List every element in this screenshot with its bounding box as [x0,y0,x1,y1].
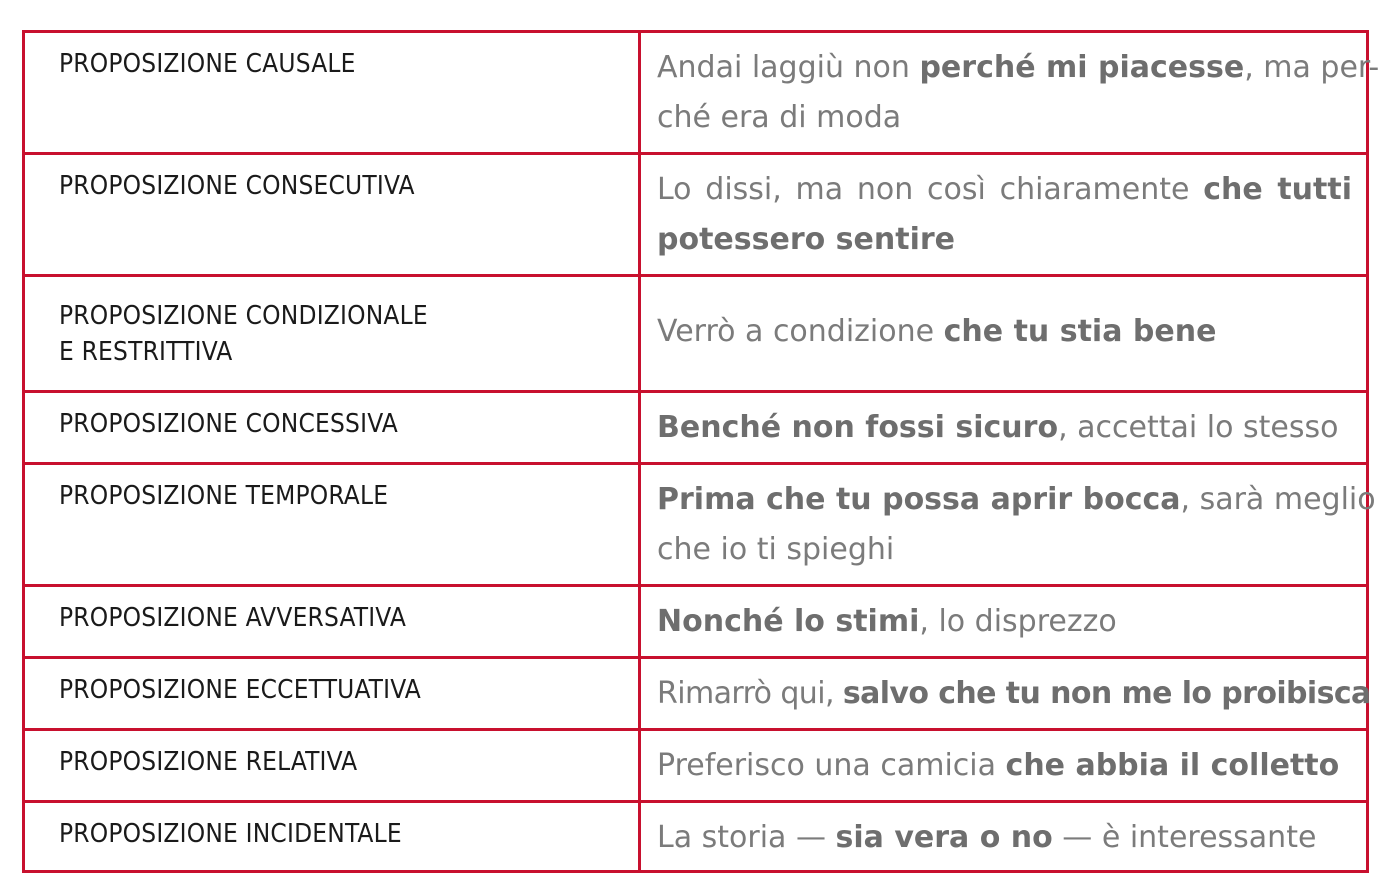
example-segment-bold: Prima che tu possa aprir bocca [657,482,1181,517]
example-segment-bold: Benché non fossi sicuro [657,410,1059,445]
example-line [657,93,1352,143]
example-segment: ché era di moda [657,100,902,135]
example-line [657,813,1352,863]
example-segment-bold: potessero sentire [657,222,956,257]
example-segment-bold: che tutti [1203,172,1352,207]
example-segment: Lo dissi, ma non così chiaramente [657,172,1204,207]
example-segment: Verrò a condizione [657,313,944,349]
example-segment: , ma per- [1244,50,1380,85]
table-row [24,154,1368,276]
example-segment: Andai laggiù non [657,50,920,85]
example-line [657,669,1371,719]
example-cell [640,464,1376,586]
example-cell [640,658,1371,730]
table-row [24,802,1368,872]
example-segment-bold: perché mi piacesse [919,50,1245,85]
example-line [657,525,1352,575]
example-line [657,43,1380,93]
example-segment: Rimarrò qui, [657,676,843,711]
table-row [24,464,1368,586]
table-body [24,32,1380,872]
example-cell [640,392,1368,464]
proposition-type-label: PROPOSIZIONE CONCESSIVA [59,409,398,439]
proposition-type-label: PROPOSIZIONE AVVERSATIVA [59,603,407,633]
proposition-type-cell [24,276,640,392]
proposition-type-label: PROPOSIZIONE INCIDENTALE [59,819,402,849]
table-row [24,730,1368,802]
table-row [24,276,1368,392]
proposition-type-label: PROPOSIZIONE RELATIVA [59,747,358,777]
proposition-type-cell [24,464,640,586]
example-segment: — è interessante [1052,820,1317,855]
example-line [657,403,1352,453]
example-cell [640,32,1380,154]
proposition-type-cell [24,392,640,464]
proposition-type-cell [24,730,640,802]
example-line [657,597,1352,647]
example-cell [640,276,1368,392]
example-segment-bold: che abbia il colletto [1005,748,1340,783]
example-segment-bold: che tu stia bene [943,313,1217,349]
proposition-type-cell [24,802,640,872]
example-segment: La storia — [657,820,836,855]
example-segment: che io ti spieghi [657,532,895,567]
proposition-type-label: E RESTRITTIVA [59,337,233,367]
table-row [24,32,1368,154]
proposition-type-cell [24,586,640,658]
example-line [657,307,1352,357]
example-line [657,741,1352,791]
table-row [24,392,1368,464]
example-segment: , accettai lo stesso [1058,410,1339,445]
proposition-type-cell [24,154,640,276]
proposition-type-cell [24,658,640,730]
example-cell [640,586,1368,658]
proposition-type-label: PROPOSIZIONE CAUSALE [59,49,356,79]
proposition-type-label: PROPOSIZIONE CONSECUTIVA [59,171,415,201]
example-segment-bold: sia vera o no [835,820,1053,855]
proposition-type-cell [24,32,640,154]
example-segment: , lo disprezzo [919,604,1117,639]
example-segment-bold: salvo che tu non me lo proibisca [842,676,1371,711]
table-row [24,586,1368,658]
proposition-type-label: PROPOSIZIONE TEMPORALE [59,481,389,511]
proposition-type-label: PROPOSIZIONE ECCETTUATIVA [59,675,421,705]
example-cell [640,730,1368,802]
example-line [657,475,1376,525]
grammar-table-container [22,30,1380,870]
example-cell [640,802,1368,872]
proposition-type-label: PROPOSIZIONE CONDIZIONALE [59,301,428,331]
example-segment: , sarà meglio [1180,482,1376,517]
example-segment: Preferisco una camicia [657,748,1006,783]
example-line [657,215,1352,265]
example-line [657,165,1352,215]
proposition-table [22,30,1380,873]
example-segment-bold: Nonché lo stimi [657,604,920,639]
example-cell [640,154,1368,276]
table-row [24,658,1368,730]
